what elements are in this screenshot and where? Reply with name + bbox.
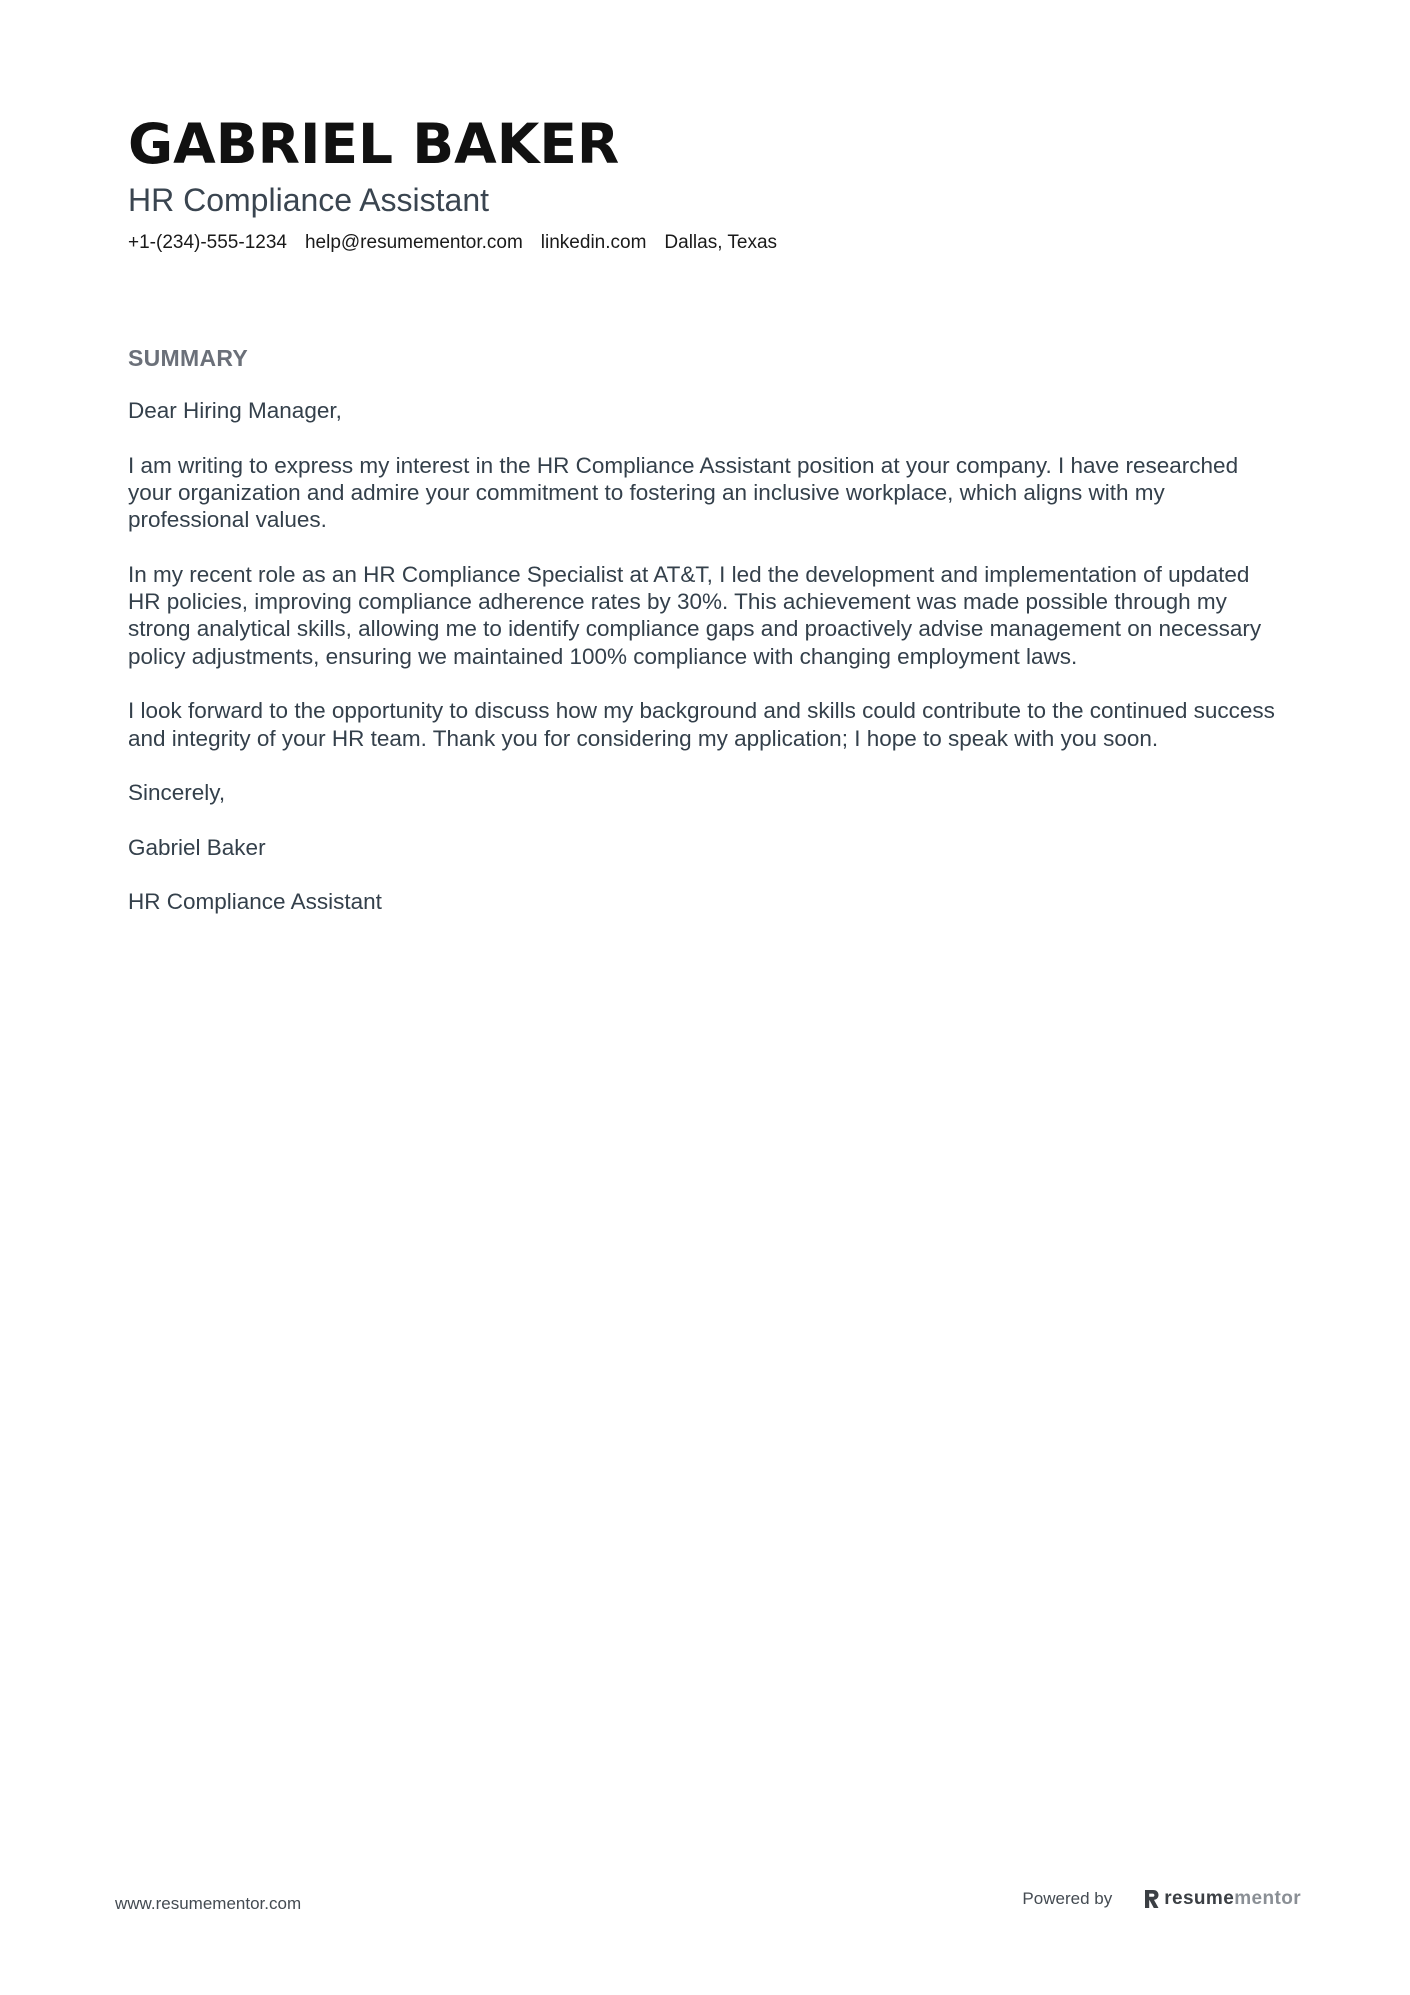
resumementor-logo-icon (1142, 1888, 1160, 1910)
contact-phone: +1-(234)-555-1234 (128, 232, 287, 253)
brand-logo[interactable] (1142, 1888, 1301, 1910)
brand-name-light: mentor (1234, 1888, 1301, 1909)
contact-location: Dallas, Texas (664, 232, 778, 253)
brand-name (1164, 1888, 1301, 1910)
letter-paragraph: I look forward to the opportunity to discuss how my background and skills could contribute to the continued success and integrity of your HR team. Thank you for considering my application; I hope to speak with you soon. (128, 698, 1275, 751)
powered-by-label: Powered by (1022, 1889, 1113, 1908)
candidate-title: HR Compliance Assistant (128, 182, 490, 218)
letter-paragraph: I am writing to express my interest in the HR Compliance Assistant position at your company. I have researched your organization and admire your commitment to fostering an inclusive workplace, which aligns with my professional values. (128, 452, 1239, 533)
signature-name: Gabriel Baker (128, 834, 266, 860)
letter-paragraph: In my recent role as an HR Compliance Specialist at AT&T, I led the development and implementation of updated HR policies, improving compliance adherence rates by 30%. This achievement was made possible through my strong analytical skills, allowing me to identify compliance gaps and proactively advise management on necessary policy adjustments, ensuring we maintained 100% compliance with changing employment laws. (128, 561, 1262, 669)
brand-name-bold: resume (1164, 1888, 1235, 1909)
footer-website[interactable]: www.resumementor.com (115, 1894, 302, 1913)
candidate-name: GABRIEL BAKER (128, 112, 620, 176)
signature-title: HR Compliance Assistant (128, 889, 382, 915)
salutation: Dear Hiring Manager, (128, 398, 342, 423)
contact-info (128, 230, 1288, 256)
contact-email: help@resumementor.com (304, 232, 523, 253)
section-heading: SUMMARY (128, 345, 249, 371)
letter-body (128, 397, 1288, 916)
closing: Sincerely, (128, 780, 226, 806)
contact-linkedin: linkedin.com (540, 232, 647, 253)
summary-section (128, 343, 1288, 943)
footer-branding (1022, 1888, 1301, 1910)
header (128, 112, 1288, 256)
